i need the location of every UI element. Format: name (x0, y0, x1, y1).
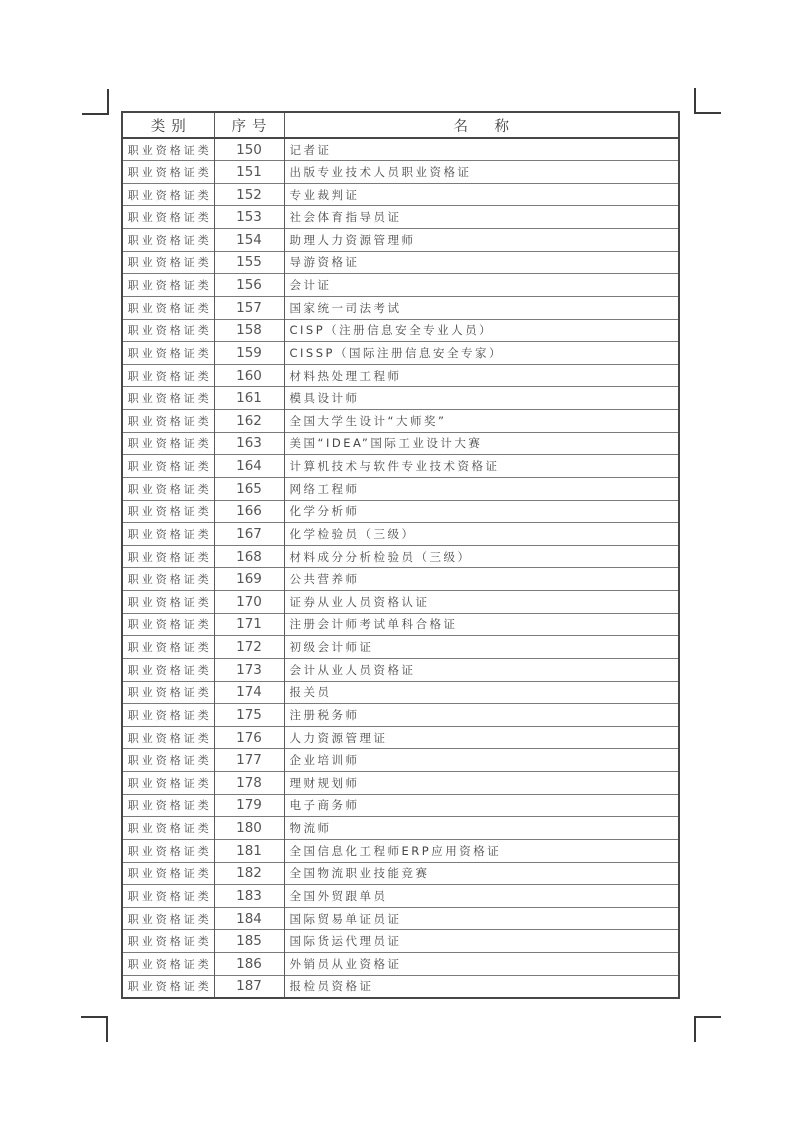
serial-number-cell: 183 (214, 885, 284, 908)
name-cell: 注册会计师考试单科合格证 (284, 613, 679, 636)
table-row (122, 907, 679, 930)
name-cell: 导游资格证 (284, 251, 679, 274)
category-cell: 职业资格证类 (122, 183, 214, 206)
table-row (122, 206, 679, 229)
table-row (122, 704, 679, 727)
name-cell: 物流师 (284, 817, 679, 840)
name-cell: 国家统一司法考试 (284, 296, 679, 319)
category-cell: 职业资格证类 (122, 500, 214, 523)
serial-number-cell: 161 (214, 387, 284, 410)
serial-number-cell: 153 (214, 206, 284, 229)
table-row (122, 455, 679, 478)
category-cell: 职业资格证类 (122, 794, 214, 817)
certificate-table (121, 111, 680, 999)
serial-number-cell: 150 (214, 138, 284, 161)
name-cell: 材料热处理工程师 (284, 364, 679, 387)
table-row (122, 477, 679, 500)
name-cell: 理财规划师 (284, 772, 679, 795)
category-cell: 职业资格证类 (122, 658, 214, 681)
name-cell: 会计从业人员资格证 (284, 658, 679, 681)
name-cell: 外销员从业资格证 (284, 953, 679, 976)
table-row (122, 953, 679, 976)
table-row (122, 772, 679, 795)
table-row (122, 251, 679, 274)
serial-number-cell: 159 (214, 342, 284, 365)
name-cell: CISP（注册信息安全专业人员） (284, 319, 679, 342)
column-header-serial: 序号 (214, 112, 284, 138)
column-header-name: 名 称 (284, 112, 679, 138)
table-row (122, 183, 679, 206)
table-row (122, 885, 679, 908)
category-cell: 职业资格证类 (122, 839, 214, 862)
name-cell: 报检员资格证 (284, 975, 679, 998)
serial-number-cell: 156 (214, 274, 284, 297)
name-cell: 注册税务师 (284, 704, 679, 727)
name-cell: 社会体育指导员证 (284, 206, 679, 229)
table-header-row (122, 112, 679, 138)
category-cell: 职业资格证类 (122, 251, 214, 274)
category-cell: 职业资格证类 (122, 274, 214, 297)
serial-number-cell: 151 (214, 161, 284, 184)
name-cell: 化学检验员（三级） (284, 523, 679, 546)
crop-mark-bottom-left-icon (81, 1016, 108, 1042)
category-cell: 职业资格证类 (122, 636, 214, 659)
serial-number-cell: 184 (214, 907, 284, 930)
category-cell: 职业资格证类 (122, 477, 214, 500)
serial-number-cell: 164 (214, 455, 284, 478)
serial-number-cell: 152 (214, 183, 284, 206)
serial-number-cell: 154 (214, 229, 284, 252)
table-row (122, 364, 679, 387)
serial-number-cell: 177 (214, 749, 284, 772)
table-row (122, 500, 679, 523)
category-cell: 职业资格证类 (122, 410, 214, 433)
name-cell: 会计证 (284, 274, 679, 297)
name-cell: 证券从业人员资格认证 (284, 591, 679, 614)
table-row (122, 839, 679, 862)
serial-number-cell: 173 (214, 658, 284, 681)
name-cell: 记者证 (284, 138, 679, 161)
table-row (122, 229, 679, 252)
crop-mark-top-right-icon (694, 88, 721, 114)
serial-number-cell: 162 (214, 410, 284, 433)
table-row (122, 636, 679, 659)
serial-number-cell: 174 (214, 681, 284, 704)
table-row (122, 794, 679, 817)
table-row (122, 681, 679, 704)
table-row (122, 410, 679, 433)
table-row (122, 817, 679, 840)
serial-number-cell: 176 (214, 726, 284, 749)
name-cell: 企业培训师 (284, 749, 679, 772)
name-cell: 全国大学生设计“大师奖” (284, 410, 679, 433)
category-cell: 职业资格证类 (122, 681, 214, 704)
category-cell: 职业资格证类 (122, 975, 214, 998)
table-row (122, 432, 679, 455)
serial-number-cell: 179 (214, 794, 284, 817)
category-cell: 职业资格证类 (122, 613, 214, 636)
name-cell: 计算机技术与软件专业技术资格证 (284, 455, 679, 478)
serial-number-cell: 172 (214, 636, 284, 659)
category-cell: 职业资格证类 (122, 206, 214, 229)
serial-number-cell: 158 (214, 319, 284, 342)
name-cell: CISSP（国际注册信息安全专家） (284, 342, 679, 365)
table-row (122, 342, 679, 365)
name-cell: 模具设计师 (284, 387, 679, 410)
column-header-category: 类别 (122, 112, 214, 138)
table-row (122, 591, 679, 614)
category-cell: 职业资格证类 (122, 749, 214, 772)
category-cell: 职业资格证类 (127, 143, 212, 157)
crop-mark-bottom-right-icon (694, 1016, 721, 1042)
table-row (122, 862, 679, 885)
table-row (122, 568, 679, 591)
table-row (122, 523, 679, 546)
table-row (122, 613, 679, 636)
serial-number-cell: 168 (214, 545, 284, 568)
category-cell: 职业资格证类 (122, 930, 214, 953)
serial-number-cell: 178 (214, 772, 284, 795)
category-cell: 职业资格证类 (122, 387, 214, 410)
table-row (122, 387, 679, 410)
serial-number-cell: 157 (214, 296, 284, 319)
serial-number-cell: 185 (214, 930, 284, 953)
category-cell: 职业资格证类 (122, 455, 214, 478)
category-cell: 职业资格证类 (122, 885, 214, 908)
name-cell: 国际货运代理员证 (284, 930, 679, 953)
table-row (122, 726, 679, 749)
table-row (122, 296, 679, 319)
category-cell: 职业资格证类 (122, 726, 214, 749)
serial-number-cell: 165 (214, 477, 284, 500)
table-row (122, 138, 679, 161)
serial-number-cell: 171 (214, 613, 284, 636)
category-cell: 职业资格证类 (122, 523, 214, 546)
category-cell: 职业资格证类 (122, 229, 214, 252)
table-row (122, 658, 679, 681)
serial-number-cell: 186 (214, 953, 284, 976)
category-cell: 职业资格证类 (122, 591, 214, 614)
serial-number-cell: 167 (214, 523, 284, 546)
category-cell: 职业资格证类 (122, 161, 214, 184)
serial-number-cell: 163 (214, 432, 284, 455)
name-cell: 人力资源管理证 (284, 726, 679, 749)
table-row (122, 319, 679, 342)
table-row (122, 274, 679, 297)
table-row (122, 930, 679, 953)
category-cell: 职业资格证类 (122, 817, 214, 840)
serial-number-cell: 180 (214, 817, 284, 840)
name-cell: 网络工程师 (284, 477, 679, 500)
name-cell: 材料成分分析检验员（三级） (284, 545, 679, 568)
name-cell: 全国信息化工程师ERP应用资格证 (284, 839, 679, 862)
serial-number-cell: 166 (214, 500, 284, 523)
category-cell: 职业资格证类 (122, 772, 214, 795)
category-cell: 职业资格证类 (122, 545, 214, 568)
name-cell: 全国外贸跟单员 (284, 885, 679, 908)
serial-number-cell: 187 (214, 975, 284, 998)
name-cell: 全国物流职业技能竞赛 (284, 862, 679, 885)
name-cell: 电子商务师 (284, 794, 679, 817)
table-row (122, 161, 679, 184)
category-cell: 职业资格证类 (122, 319, 214, 342)
name-cell: 助理人力资源管理师 (284, 229, 679, 252)
name-cell: 出版专业技术人员职业资格证 (284, 161, 679, 184)
serial-number-cell: 169 (214, 568, 284, 591)
category-cell: 职业资格证类 (122, 704, 214, 727)
category-cell: 职业资格证类 (122, 953, 214, 976)
name-cell: 报关员 (284, 681, 679, 704)
name-cell: 公共营养师 (284, 568, 679, 591)
name-cell: 美国“IDEA”国际工业设计大赛 (284, 432, 679, 455)
serial-number-cell: 181 (214, 839, 284, 862)
table-row (122, 749, 679, 772)
category-cell: 职业资格证类 (122, 568, 214, 591)
table-body (122, 138, 679, 998)
category-cell: 职业资格证类 (122, 862, 214, 885)
serial-number-cell: 160 (214, 364, 284, 387)
category-cell: 职业资格证类 (122, 432, 214, 455)
category-cell: 职业资格证类 (122, 907, 214, 930)
name-cell: 国际贸易单证员证 (284, 907, 679, 930)
serial-number-cell: 170 (214, 591, 284, 614)
crop-mark-top-left-icon (82, 89, 109, 115)
table-row (122, 975, 679, 998)
name-cell: 化学分析师 (284, 500, 679, 523)
serial-number-cell: 155 (214, 251, 284, 274)
category-cell: 职业资格证类 (122, 364, 214, 387)
name-cell: 专业裁判证 (284, 183, 679, 206)
table-row (122, 545, 679, 568)
serial-number-cell: 182 (214, 862, 284, 885)
category-cell: 职业资格证类 (122, 342, 214, 365)
serial-number-cell: 175 (214, 704, 284, 727)
category-cell: 职业资格证类 (122, 296, 214, 319)
name-cell: 初级会计师证 (284, 636, 679, 659)
